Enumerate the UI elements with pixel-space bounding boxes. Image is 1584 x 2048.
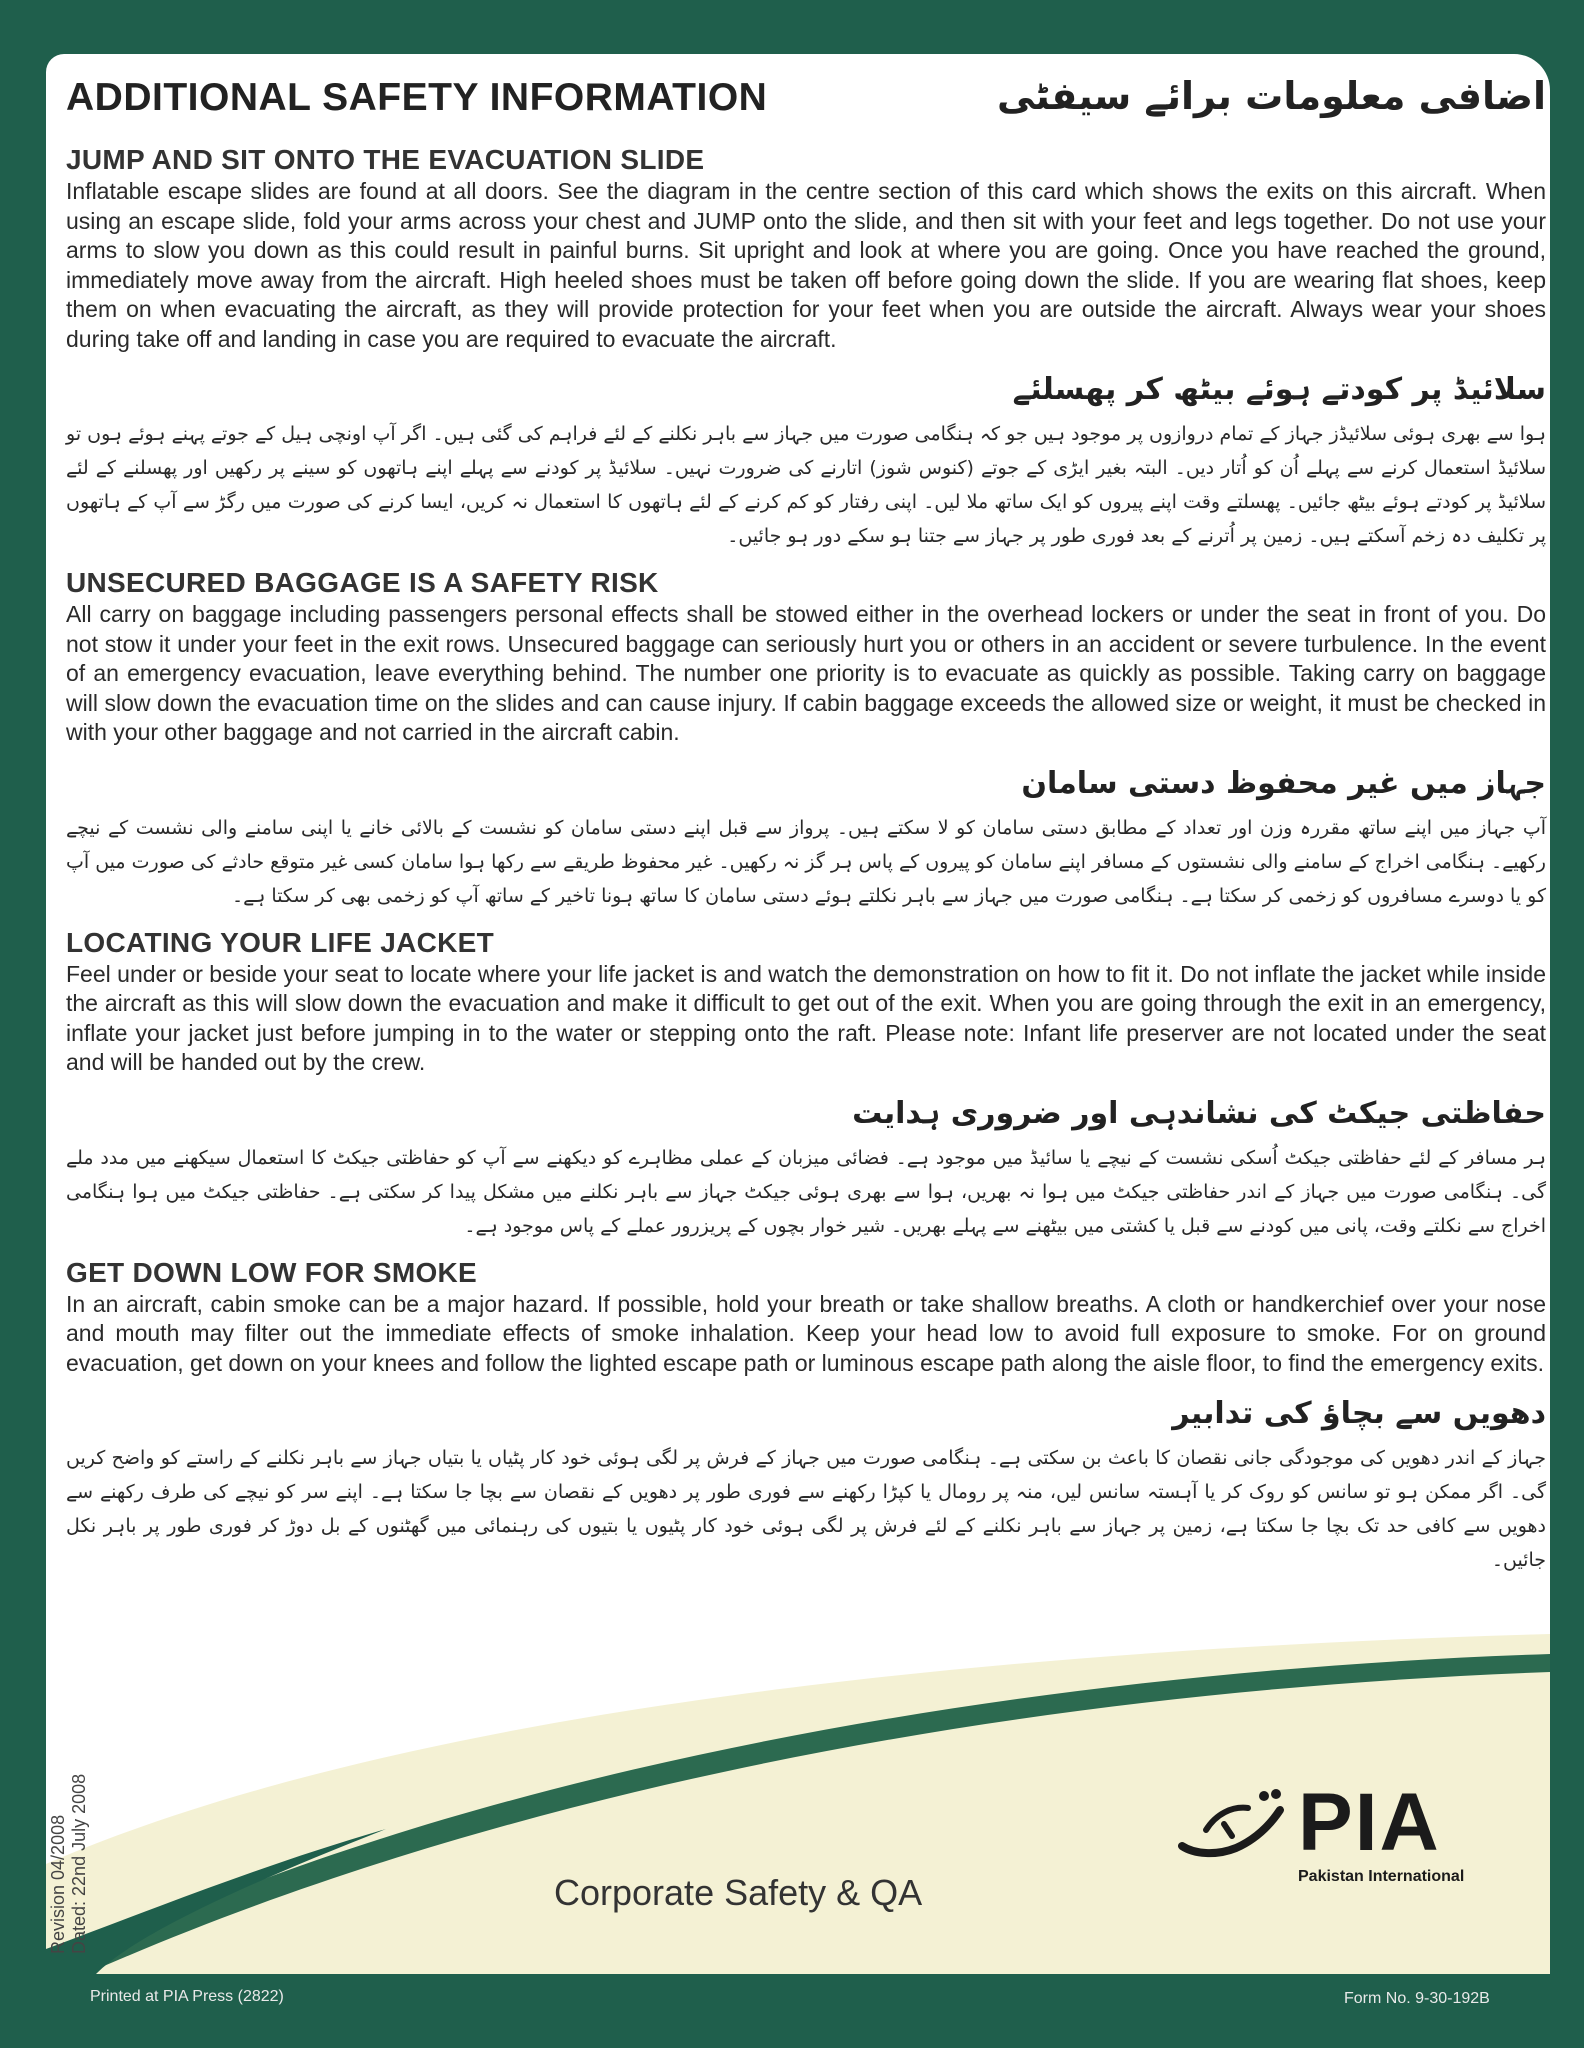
logo-wordmark: PIA: [1298, 1777, 1441, 1868]
urdu-section: [66, 372, 1546, 553]
urdu-section-heading: سلائیڈ پر کودتے ہوئے بیٹھ کر پھسلئے: [1012, 372, 1546, 407]
revision-stamp: [48, 1774, 90, 1954]
section-body: Inflatable escape slides are found at all doors. See the diagram in the centre section of this card which shows the exits on this aircraft. When using an escape slide, fold your arms across your chest and JUMP onto the slide, and then sit with your feet and legs together. Do not use your arms to slow you down as this could result in painful burns. Sit upright and look at where you are going. Once you have reached the ground, immediately move away from the aircraft. High heeled shoes must be taken off before going down the slide. If you are wearing flat shoes, keep them on when evacuating the aircraft, as they will provide protection for your feet when you are outside the aircraft. Always wear your shoes during take off and landing in case you are required to evacuate the aircraft.: [66, 178, 1546, 352]
section-unsecured-baggage: [66, 567, 1546, 913]
urdu-page-title: اضافی معلومات برائے سیفٹی: [997, 74, 1546, 118]
urdu-section-body: ہوا سے بھری ہوئی سلائیڈز جہاز کے تمام دروازوں پر موجود ہیں جو کہ ہنگامی صورت میں جہاز سے باہر نکلنے کے لئے فراہم کی گئی ہیں۔ اگر آپ اونچی ہیل کے جوتے پہنے ہوئے ہوں تو سلائیڈ استعمال کرنے سے پہلے اُن کو اُتار دیں۔ البتہ بغیر ایڑی کے جوتے (کنوس شوز) اتارنے کی ضرورت نہیں۔ سلائیڈ پر کودنے سے پہلے اپنے ہاتھوں کو سینے پر رکھیں اور پھسلنے کے لئے سلائیڈ پر کودتے ہوئے بیٹھ جائیں۔ پھسلتے وقت اپنے پیروں کو ایک ساتھ ملا لیں۔ اپنی رفتار کو کم کرنے کے لئے ہاتھوں کا استعمال نہ کریں، ایسا کرنے کی صورت میں رگڑ سے آپ کے ہاتھوں پر تکلیف دہ زخم آسکتے ہیں۔ زمین پر اُترنے کے بعد فوری طور پر جہاز سے جتنا ہو سکے دور ہو جائیں۔: [66, 423, 1546, 547]
urdu-section: [66, 1096, 1546, 1243]
urdu-section: [66, 1396, 1546, 1577]
urdu-section-heading: دھویں سے بچاؤ کی تدابیر: [1172, 1396, 1546, 1431]
section-body: In an aircraft, cabin smoke can be a major hazard. If possible, hold your breath or take shallow breaths. A cloth or handkerchief over your nose and mouth may filter out the immediate effects of smoke inhalation. Keep your head low to avoid full exposure to smoke. For on ground evacuation, get down on your knees and follow the lighted escape path or luminous escape path along the aisle floor, to find the emergency exits.: [66, 1290, 1546, 1376]
urdu-section-body: ہر مسافر کے لئے حفاظتی جیکٹ اُسکی نشست کے نیچے یا سائیڈ میں موجود ہے۔ فضائی میزبان کے عملی مظاہرے کو دیکھنے سے آپ کو حفاظتی جیکٹ کا استعمال سیکھنے میں مدد ملے گی۔ ہنگامی صورت میں جہاز کے اندر حفاظتی جیکٹ میں ہوا نہ بھریں، ہوا سے بھری ہوئی جیکٹ جہاز سے باہر نکلنے میں مشکل پیدا کر سکتی ہے۔ حفاظتی جیکٹ میں ہوا ہنگامی اخراج سے نکلتے وقت، پانی میں کودنے سے قبل یا کشتی میں بیٹھنے سے پہلے بھریں۔ شیر خوار بچوں کے پریزرور عملے کے پاس موجود ہے۔: [66, 1146, 1546, 1237]
urdu-section-heading: حفاظتی جیکٹ کی نشاندہی اور ضروری ہدایت: [852, 1095, 1546, 1131]
section-body: Feel under or beside your seat to locate where your life jacket is and watch the demonstration on how to fit it. Do not inflate the jacket while inside the aircraft as this will slow down the evacuation and make it difficult to get out of the exit. When you are going through the exit in an emergency, inflate your jacket just before jumping in to the water or stepping onto the raft. Please note: Infant life preserver are not located under the seat and will be handed out by the crew.: [66, 960, 1546, 1075]
section-evacuation-slide: [66, 144, 1546, 553]
urdu-section-heading: جہاز میں غیر محفوظ دستی سامان: [1021, 765, 1546, 801]
section-title: UNSECURED BAGGAGE IS A SAFETY RISK: [66, 567, 659, 598]
revision-date: Dated: 22nd July 2008: [69, 1773, 89, 1954]
header: [66, 68, 1546, 138]
section-smoke: [66, 1257, 1546, 1578]
pia-logo: [1176, 1776, 1546, 1896]
logo-calligraphy-icon: [1176, 1784, 1296, 1864]
urdu-section-body: آپ جہاز میں اپنے ساتھ مقررہ وزن اور تعداد کے مطابق دستی سامان کو لا سکتے ہیں۔ پرواز سے قبل اپنے دستی سامان کو نشست کے بالائی خانے یا اپنی سامنے والی نشست کے نیچے رکھیے۔ ہنگامی اخراج کے سامنے والی نشستوں کے مسافر اپنے سامان کو پیروں کے پاس ہر گز نہ رکھیں۔ غیر محفوظ طریقے سے رکھا ہوا سامان کسی غیر متوقع حادثے کی صورت میں آپ کو یا دوسرے مسافروں کو زخمی کر سکتا ہے۔ ہنگامی صورت میں جہاز سے باہر نکلتے ہوئے دستی سامان کا ساتھ ہونا تاخیر کے ساتھ آپ کو زخمی بھی کر سکتا ہے۔: [66, 816, 1546, 907]
section-title: GET DOWN LOW FOR SMOKE: [66, 1256, 478, 1288]
printed-by: Printed at PIA Press (2822): [90, 1988, 284, 2005]
section-title: JUMP AND SIT ONTO THE EVACUATION SLIDE: [66, 144, 705, 175]
corporate-label: Corporate Safety & QA: [554, 1872, 923, 1913]
section-life-jacket: [66, 927, 1546, 1243]
section-title: LOCATING YOUR LIFE JACKET: [66, 926, 495, 958]
safety-card: [46, 54, 1550, 1974]
card-content: [66, 68, 1546, 1591]
page-title: ADDITIONAL SAFETY INFORMATION: [66, 76, 768, 119]
logo-subtitle: Pakistan International: [1298, 1868, 1465, 1885]
urdu-section-body: جہاز کے اندر دھویں کی موجودگی جانی نقصان کا باعث بن سکتی ہے۔ ہنگامی صورت میں جہاز کے فرش پر لگی ہوئی خود کار پٹیاں یا بتیاں جہاز سے باہر نکلنے کے راستے کو واضح کریں گی۔ اگر ممکن ہو تو سانس کو روک کر یا آہستہ سانس لیں، منہ پر رومال یا کپڑا رکھنے سے فوری طور پر دھویں کے نقصان سے بچا جا سکتا ہے۔ اپنے سر کو نیچے کی طرف رکھنے سے دھویں سے کافی حد تک بچا جا سکتا ہے، زمین پر جہاز سے باہر نکلنے کے لئے فرش پر لگی ہوئی خود کار پٹیوں یا بتیوں کی رہنمائی میں گھٹنوں کے بل دوڑ کر فوری طور پر باہر نکل جائیں۔: [66, 1447, 1546, 1571]
form-number: Form No. 9-30-192B: [1344, 1990, 1490, 2007]
section-body: All carry on baggage including passengers personal effects shall be stowed either in the overhead lockers or under the seat in front of you. Do not stow it under your feet in the exit rows. Unsecured baggage can seriously hurt you or others in an accident or severe turbulence. In the event of an emergency evacuation, leave everything behind. The number one priority is to evacuate as quickly as possible. Taking carry on baggage will slow down the evacuation time on the slides and can cause injury. If cabin baggage exceeds the allowed size or weight, it must be checked in with your other baggage and not carried in the aircraft cabin.: [66, 601, 1546, 745]
revision-number: Revision 04/2008: [48, 1814, 68, 1954]
urdu-section: [66, 766, 1546, 913]
